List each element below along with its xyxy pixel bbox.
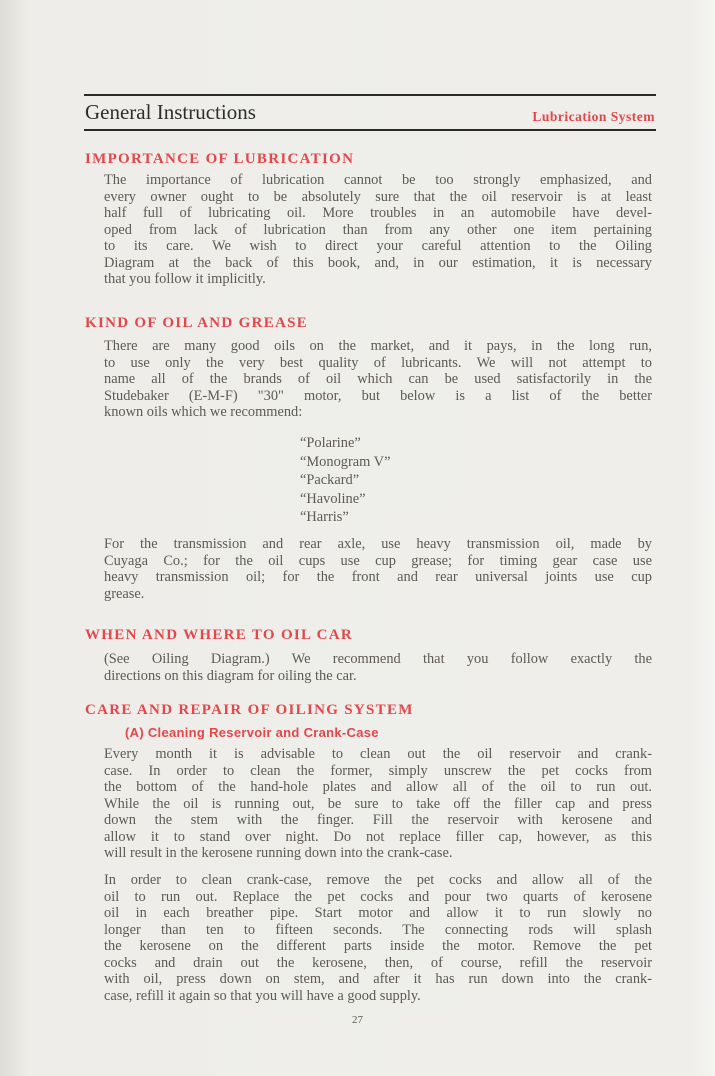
text-line: In order to clean crank-case, remove the pet cocks and allow all of the [104, 872, 652, 888]
heading-when-where: WHEN AND WHERE TO OIL CAR [85, 627, 353, 643]
text-line: allow it to stand over night. Do not replace filler cap, however, as this [104, 828, 652, 845]
text-line: For the transmission and rear axle, use heavy transmission oil, made by [104, 536, 652, 552]
text-line: heavy transmission oil; for the front and rear universal joints use cup [104, 569, 652, 585]
page-title: General Instructions [85, 100, 256, 124]
text-line: with oil, press down on stem, and after it has run down into the crank- [104, 971, 652, 987]
text-line: name all of the brands of oil which can be used satisfactorily in the [104, 371, 652, 387]
heading-importance: IMPORTANCE OF LUBRICATION [85, 151, 355, 167]
text-line: known oils which we recommend: [104, 404, 303, 420]
subheading-cleaning: (A) Cleaning Reservoir and Crank-Case [125, 725, 379, 740]
heading-kind-of-oil: KIND OF OIL AND GREASE [85, 315, 309, 331]
text-line: the kerosene on the different parts inside the motor. Remove the pet [104, 938, 652, 954]
oil-list [300, 434, 390, 527]
text-line: directions on this diagram for oiling the car. [104, 667, 357, 684]
text-line: case. In order to clean the former, simply unscrew the pet cocks from [104, 762, 652, 779]
text-line: Cuyaga Co.; for the oil cups use cup grease; for timing gear case use [104, 552, 652, 569]
text-line: to its care. We wish to direct your careful attention to the Oiling [104, 238, 652, 254]
text-line: that you follow it implicitly. [104, 271, 266, 287]
text-line: cocks and drain out the kerosene, then, of course, refill the reservoir [104, 954, 652, 971]
paragraph [104, 338, 652, 421]
page-number: 27 [352, 1014, 363, 1026]
oil-list-item: “Polarine” [300, 435, 361, 451]
text-line: Studebaker (E-M-F) "30" motor, but below is a list of the better [104, 387, 652, 404]
oil-list-item: “Harris” [300, 509, 349, 525]
text-line: oil to run out. Replace the pet cocks and pour two quarts of kerosene [104, 888, 652, 905]
text-line: Every month it is advisable to clean out the oil reservoir and crank- [104, 746, 652, 762]
text-line: to use only the very best quality of lubricants. We will not attempt to [104, 354, 652, 371]
header-bottom-rule [84, 129, 656, 131]
text-line: case, refill it again so that you will have a good supply. [104, 987, 421, 1004]
text-line: will result in the kerosene running down into the crank-case. [104, 845, 453, 861]
text-line: (See Oiling Diagram.) We recommend that you follow exactly the [104, 651, 652, 667]
text-line: Diagram at the back of this book, and, in our estimation, it is necessary [104, 254, 652, 271]
text-line: grease. [104, 585, 145, 602]
paragraph [104, 651, 652, 684]
text-line: longer than ten to fifteen seconds. The connecting rods will splash [104, 921, 652, 938]
text-line: While the oil is running out, be sure to take off the filler cap and press [104, 795, 652, 812]
paragraph [104, 746, 652, 862]
text-line: The importance of lubrication cannot be too strongly emphasized, and [104, 172, 652, 188]
oil-list-item: “Packard” [300, 472, 360, 488]
heading-care-repair: CARE AND REPAIR OF OILING SYSTEM [85, 702, 414, 718]
text-line: down the stem with the finger. Fill the reservoir with kerosene and [104, 812, 652, 828]
text-line: oil in each breather pipe. Start motor and allow it to run slowly no [104, 905, 652, 921]
text-line: the bottom of the hand-hole plates and allow all of the oil to run out. [104, 779, 652, 795]
paragraph [104, 872, 652, 1004]
text-line: half full of lubricating oil. More troubles in an automobile have devel- [104, 205, 652, 221]
paragraph [104, 536, 652, 602]
header-top-rule [84, 94, 656, 96]
text-line: every owner ought to be absolutely sure that the oil reservoir is at least [104, 188, 652, 205]
paragraph [104, 172, 652, 288]
section-label: Lubrication System [532, 109, 655, 124]
oil-list-item: “Monogram V” [300, 453, 391, 470]
oil-list-item: “Havoline” [300, 490, 366, 507]
text-line: oped from lack of lubrication than from any other one item pertaining [104, 221, 652, 238]
text-line: There are many good oils on the market, and it pays, in the long run, [104, 338, 652, 354]
